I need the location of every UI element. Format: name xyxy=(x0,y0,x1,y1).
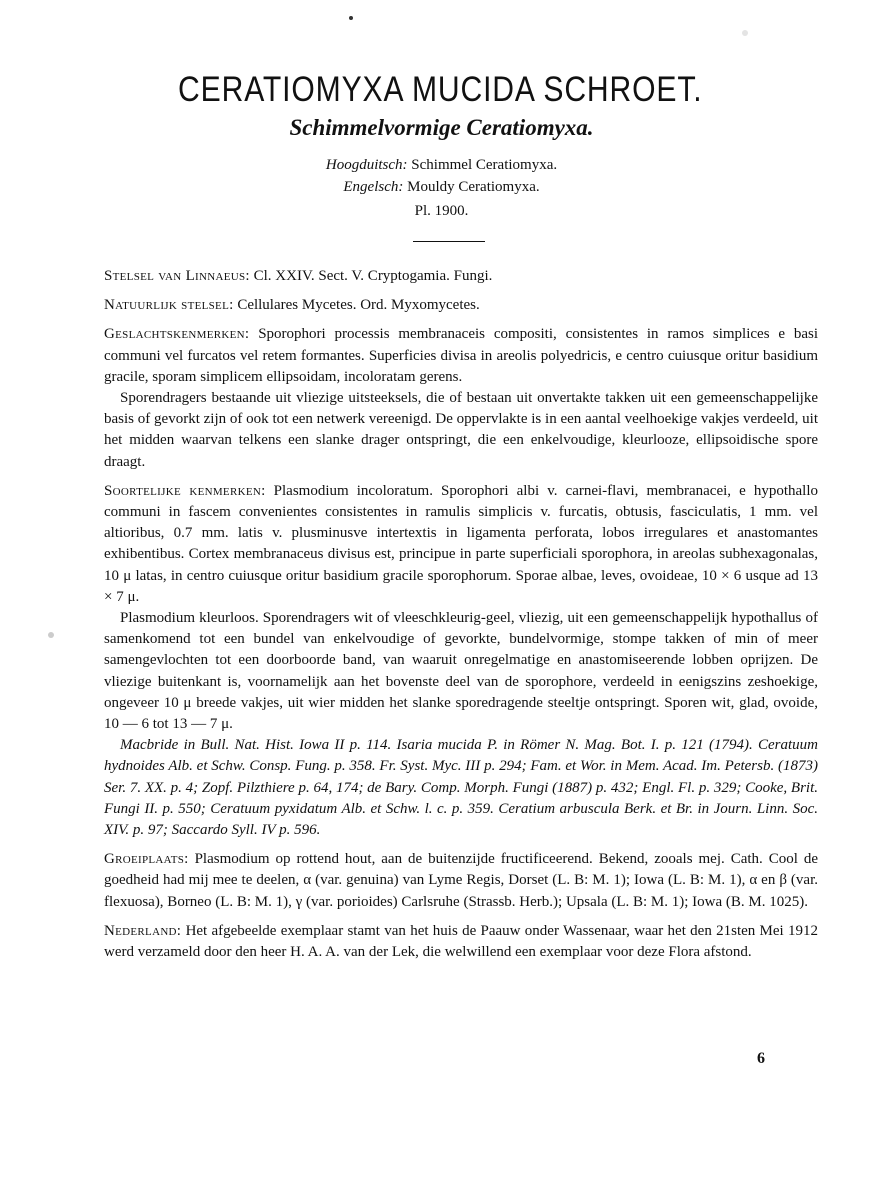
german-name: Schimmel Ceratiomyxa. xyxy=(411,157,558,173)
page-smudge xyxy=(48,632,54,638)
species-characters-label: Soortelijke kenmerken: xyxy=(104,482,266,499)
english-name: Mouldy Ceratiomyxa. xyxy=(407,179,540,195)
genus-characters-latin-text: Sporophori processis membranaceis compositi, consistentes in ramos simplices e basi communi vel furcatos vel retem formantes. Superficies divisa in areolis polyedricis, e centro cuiusque oritur basidium gracile, sporam simplicem ellipsoidam, incoloratam gerens. xyxy=(104,326,819,385)
common-names xyxy=(0,154,883,198)
natural-system-paragraph xyxy=(104,295,818,316)
species-title: CERATIOMYXA MUCIDA SCHROET. xyxy=(178,70,703,109)
habitat-paragraph xyxy=(104,849,818,913)
page-smudge xyxy=(742,30,748,36)
netherlands-label: Nederland: xyxy=(104,922,182,939)
english-name-line xyxy=(0,176,883,198)
plate-number: Pl. 1900. xyxy=(414,203,469,219)
netherlands-paragraph xyxy=(104,921,818,963)
english-label: Engelsch: xyxy=(343,179,404,195)
divider xyxy=(413,241,485,242)
species-characters-latin-text: Plasmodium incoloratum. Sporophori albi v. carnei-flavi, membranacei, e hypothallo communi in fascem convenientes consistentes in ramulis simplicis v. furcatis, obtusis, fasciculatis, 1 mm. vel altioribus, 0.7 mm. latis v. plusminusve intertextis in ligamenta perforata, lobos irregulares et anastomantes exhibentibus. Cortex membranaceus divisus est, principue in parte superficiali sporophora, in areolas subhexagonalas, 10 μ latas, in centro cuiusque oritur basidium gracile sporophorum. Sporae albae, leves, ovoideae, 10 × 6 usque ad 13 × 7 μ. xyxy=(104,482,818,605)
description-body xyxy=(104,266,818,963)
natural-system-text: Cellulares Mycetes. Ord. Myxomycetes. xyxy=(237,297,480,314)
german-name-line xyxy=(0,154,883,176)
habitat-text: Plasmodium op rottend hout, aan de buitenzijde fructificeerend. Bekend, zooals mej. Cath. Cool de goedheid had mij mee te deelen, α (var. genuina) van Lyme Regis, Dorset (L. B: M. 1); Iowa (L. B: M. 1), α en β (var. flexuosa), Borneo (L. B: M. 1), γ (var. porioides) Carlsruhe (Strassb. Herb.); Upsala (L. B: M. 1); Iowa (B. M. 1025). xyxy=(104,851,819,910)
genus-characters-dutch: Sporendragers bestaande uit vliezige uitsteeksels, die of bestaan uit onvertakte takken uit een gemeenschappelijke basis of gevorkt zijn of ook tot een netwerk vereenigd. De oppervlakte is in een aantal veelhoekige vakjes verdeeld, uit het midden waarvan telkens een slanke drager ontspringt, die een enkelvoudige, kleurlooze, ellipsoidische spore draagt. xyxy=(104,390,818,470)
species-characters-dutch: Plasmodium kleurloos. Sporendragers wit of vleeschkleurig-geel, vliezig, uit een gemeenschappelijk hypothallus of samenkomend tot een bundel van enkelvoudige of gevorkte, bundelvormige, stompe takken of min of meer samengevlochten tot een doorboorde band, van waaruit onregelmatige en anastomiseerende lobben oprijzen. De vliezige buitenkant is, voornamelijk aan het bovenste deel van de sporophore, verdeeld in eenigszins zeshoekige, ongeveer 10 μ breede vakjes, uit wier midden het slanke sporedragende steeltje ontspringt. Sporen wit, glad, ovoide, 10 — 6 tot 13 — 7 μ. xyxy=(104,610,818,733)
page-number: 6 xyxy=(757,1050,765,1067)
natural-system-label: Natuurlijk stelsel: xyxy=(104,297,234,314)
linnaeus-text: Cl. XXIV. Sect. V. Cryptogamia. Fungi. xyxy=(253,268,493,284)
linnaeus-paragraph xyxy=(104,266,818,287)
genus-characters-label: Geslachtskenmerken: xyxy=(104,326,250,343)
linnaeus-label: Stelsel van Linnaeus: xyxy=(104,268,250,284)
references: Macbride in Bull. Nat. Hist. Iowa II p. 114. Isaria mucida P. in Römer N. Mag. Bot. I. p. 121 (1794). Ceratuum hydnoides Alb. et Schw. Consp. Fung. p. 358. Fr. Syst. Myc. III p. 294; Fam. et Wor. in Mem. Acad. Im. Petersb. (1873) Ser. 7. XX. p. 4; Zopf. Pilzthiere p. 64, 174; de Bary. Comp. Morph. Fungi (1887) p. 432; Engl. Fl. p. 329; Cooke, Brit. Fungi II. p. 550; Ceratuum pyxidatum Alb. et Schw. l. c. p. 359. Ceratium arbuscula Berk. et Br. in Journ. Linn. Soc. XIV. p. 97; Saccardo Syll. IV p. 596. xyxy=(104,737,818,839)
netherlands-text: Het afgebeelde exemplaar stamt van het huis de Paauw onder Wassenaar, waar het den 21sten Mei 1912 werd verzameld door den heer H. A. A. van der Lek, die welwillend een exemplaar voor deze Flora afstond. xyxy=(104,922,818,961)
german-label: Hoogduitsch: xyxy=(325,157,408,173)
print-speck xyxy=(349,16,353,20)
habitat-label: Groeiplaats: xyxy=(104,851,189,868)
genus-characters-latin xyxy=(104,324,818,388)
dutch-common-name: Schimmelvormige Ceratiomyxa. xyxy=(289,115,594,140)
species-characters-latin xyxy=(104,481,818,608)
